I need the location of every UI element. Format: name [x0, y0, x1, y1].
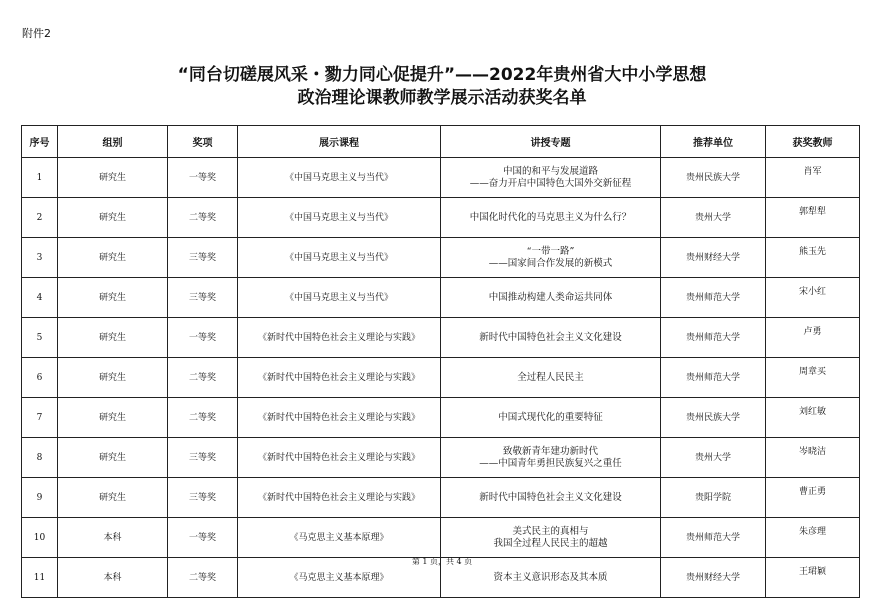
cell-award: 一等奖	[168, 158, 238, 198]
table-row	[22, 478, 860, 518]
cell-teacher: 郭犁犁	[766, 198, 860, 238]
cell-course: 《新时代中国特色社会主义理论与实践》	[238, 398, 441, 438]
table-row	[22, 318, 860, 358]
cell-group: 本科	[58, 558, 168, 598]
header-award: 奖项	[168, 126, 238, 158]
cell-no: 7	[22, 398, 58, 438]
cell-group: 研究生	[58, 238, 168, 278]
cell-award: 二等奖	[168, 398, 238, 438]
header-course: 展示课程	[238, 126, 441, 158]
cell-teacher: 曹正勇	[766, 478, 860, 518]
topic-line-1: 中国推动构建人类命运共同体	[488, 291, 613, 303]
topic-line-2: ——中国青年勇担民族复兴之重任	[479, 457, 622, 469]
cell-award: 二等奖	[168, 558, 238, 598]
cell-teacher: 刘红敏	[766, 398, 860, 438]
header-no: 序号	[22, 126, 58, 158]
table-body	[22, 158, 860, 598]
topic-line-1: 致敬新青年建功新时代	[502, 445, 598, 457]
cell-unit: 贵州师范大学	[661, 278, 766, 318]
cell-course: 《新时代中国特色社会主义理论与实践》	[238, 438, 441, 478]
cell-no: 9	[22, 478, 58, 518]
cell-award: 二等奖	[168, 358, 238, 398]
cell-award: 三等奖	[168, 478, 238, 518]
table-row	[22, 518, 860, 558]
cell-teacher: 朱彦理	[766, 518, 860, 558]
cell-teacher: 岑晓洁	[766, 438, 860, 478]
cell-teacher: 周章买	[766, 358, 860, 398]
cell-unit: 贵州民族大学	[661, 398, 766, 438]
cell-unit: 贵州大学	[661, 438, 766, 478]
cell-no: 4	[22, 278, 58, 318]
cell-teacher: 肖军	[766, 158, 860, 198]
cell-group: 研究生	[58, 158, 168, 198]
cell-award: 三等奖	[168, 278, 238, 318]
cell-no: 6	[22, 358, 58, 398]
cell-unit: 贵州财经大学	[661, 238, 766, 278]
cell-group: 研究生	[58, 438, 168, 478]
cell-topic	[441, 318, 661, 358]
topic-line-1: 新时代中国特色社会主义文化建设	[479, 331, 622, 343]
cell-no: 2	[22, 198, 58, 238]
table-row	[22, 158, 860, 198]
cell-group: 研究生	[58, 198, 168, 238]
cell-topic	[441, 518, 661, 558]
award-table	[21, 125, 860, 598]
header-group: 组别	[58, 126, 168, 158]
topic-line-1: 资本主义意识形态及其本质	[493, 571, 608, 583]
cell-no: 10	[22, 518, 58, 558]
cell-course: 《中国马克思主义与当代》	[238, 198, 441, 238]
table-row	[22, 198, 860, 238]
document-title-line-2: 政治理论课教师教学展示活动获奖名单	[297, 88, 587, 108]
cell-award: 一等奖	[168, 518, 238, 558]
topic-line-2: 我国全过程人民民主的超越	[493, 537, 608, 549]
cell-unit: 贵州师范大学	[661, 518, 766, 558]
table-row	[22, 398, 860, 438]
topic-line-2: ——奋力开启中国特色大国外交新征程	[469, 177, 632, 189]
table-row	[22, 358, 860, 398]
cell-group: 研究生	[58, 398, 168, 438]
cell-no: 5	[22, 318, 58, 358]
cell-award: 三等奖	[168, 438, 238, 478]
header-topic: 讲授专题	[441, 126, 661, 158]
cell-group: 研究生	[58, 478, 168, 518]
cell-unit: 贵州师范大学	[661, 358, 766, 398]
cell-topic	[441, 478, 661, 518]
cell-topic	[441, 158, 661, 198]
cell-course: 《新时代中国特色社会主义理论与实践》	[238, 318, 441, 358]
cell-course: 《新时代中国特色社会主义理论与实践》	[238, 358, 441, 398]
cell-group: 研究生	[58, 278, 168, 318]
cell-no: 8	[22, 438, 58, 478]
cell-unit: 贵阳学院	[661, 478, 766, 518]
table-row	[22, 238, 860, 278]
topic-line-2: ——国家间合作发展的新模式	[488, 257, 613, 269]
cell-course: 《中国马克思主义与当代》	[238, 158, 441, 198]
cell-course: 《马克思主义基本原理》	[238, 518, 441, 558]
cell-group: 本科	[58, 518, 168, 558]
document-title-line-1: “同台切磋展风采・勠力同心促提升”——2022年贵州省大中小学思想	[177, 65, 707, 85]
cell-course: 《马克思主义基本原理》	[238, 558, 441, 598]
cell-no: 1	[22, 158, 58, 198]
cell-course: 《新时代中国特色社会主义理论与实践》	[238, 478, 441, 518]
cell-topic	[441, 358, 661, 398]
cell-topic	[441, 438, 661, 478]
table-row	[22, 438, 860, 478]
cell-unit: 贵州财经大学	[661, 558, 766, 598]
cell-teacher: 卢勇	[766, 318, 860, 358]
page-footer: 第 1 页，共 4 页	[411, 557, 473, 566]
topic-line-1: 中国的和平与发展道路	[502, 165, 598, 177]
topic-line-1: 中国式现代化的重要特征	[498, 411, 603, 423]
cell-unit: 贵州师范大学	[661, 318, 766, 358]
cell-topic	[441, 398, 661, 438]
topic-line-1: 中国化时代化的马克思主义为什么行？	[469, 211, 632, 223]
cell-teacher: 熊玉先	[766, 238, 860, 278]
cell-award: 三等奖	[168, 238, 238, 278]
cell-no: 11	[22, 558, 58, 598]
topic-line-1: 新时代中国特色社会主义文化建设	[479, 491, 622, 503]
cell-course: 《中国马克思主义与当代》	[238, 278, 441, 318]
cell-teacher: 王珺颖	[766, 558, 860, 598]
header-unit: 推荐单位	[661, 126, 766, 158]
cell-unit: 贵州大学	[661, 198, 766, 238]
cell-award: 二等奖	[168, 198, 238, 238]
cell-award: 一等奖	[168, 318, 238, 358]
header-teacher: 获奖教师	[766, 126, 860, 158]
table-header-row	[22, 126, 860, 158]
cell-topic	[441, 238, 661, 278]
cell-unit: 贵州民族大学	[661, 158, 766, 198]
cell-teacher: 宋小红	[766, 278, 860, 318]
topic-line-1: “一带一路”	[526, 245, 575, 257]
topic-line-1: 美式民主的真相与	[512, 525, 589, 537]
cell-course: 《中国马克思主义与当代》	[238, 238, 441, 278]
cell-group: 研究生	[58, 358, 168, 398]
cell-topic	[441, 198, 661, 238]
table-row	[22, 278, 860, 318]
annex-label: 附件2	[22, 27, 51, 40]
cell-no: 3	[22, 238, 58, 278]
cell-group: 研究生	[58, 318, 168, 358]
topic-line-1: 全过程人民民主	[517, 371, 584, 383]
cell-topic	[441, 278, 661, 318]
